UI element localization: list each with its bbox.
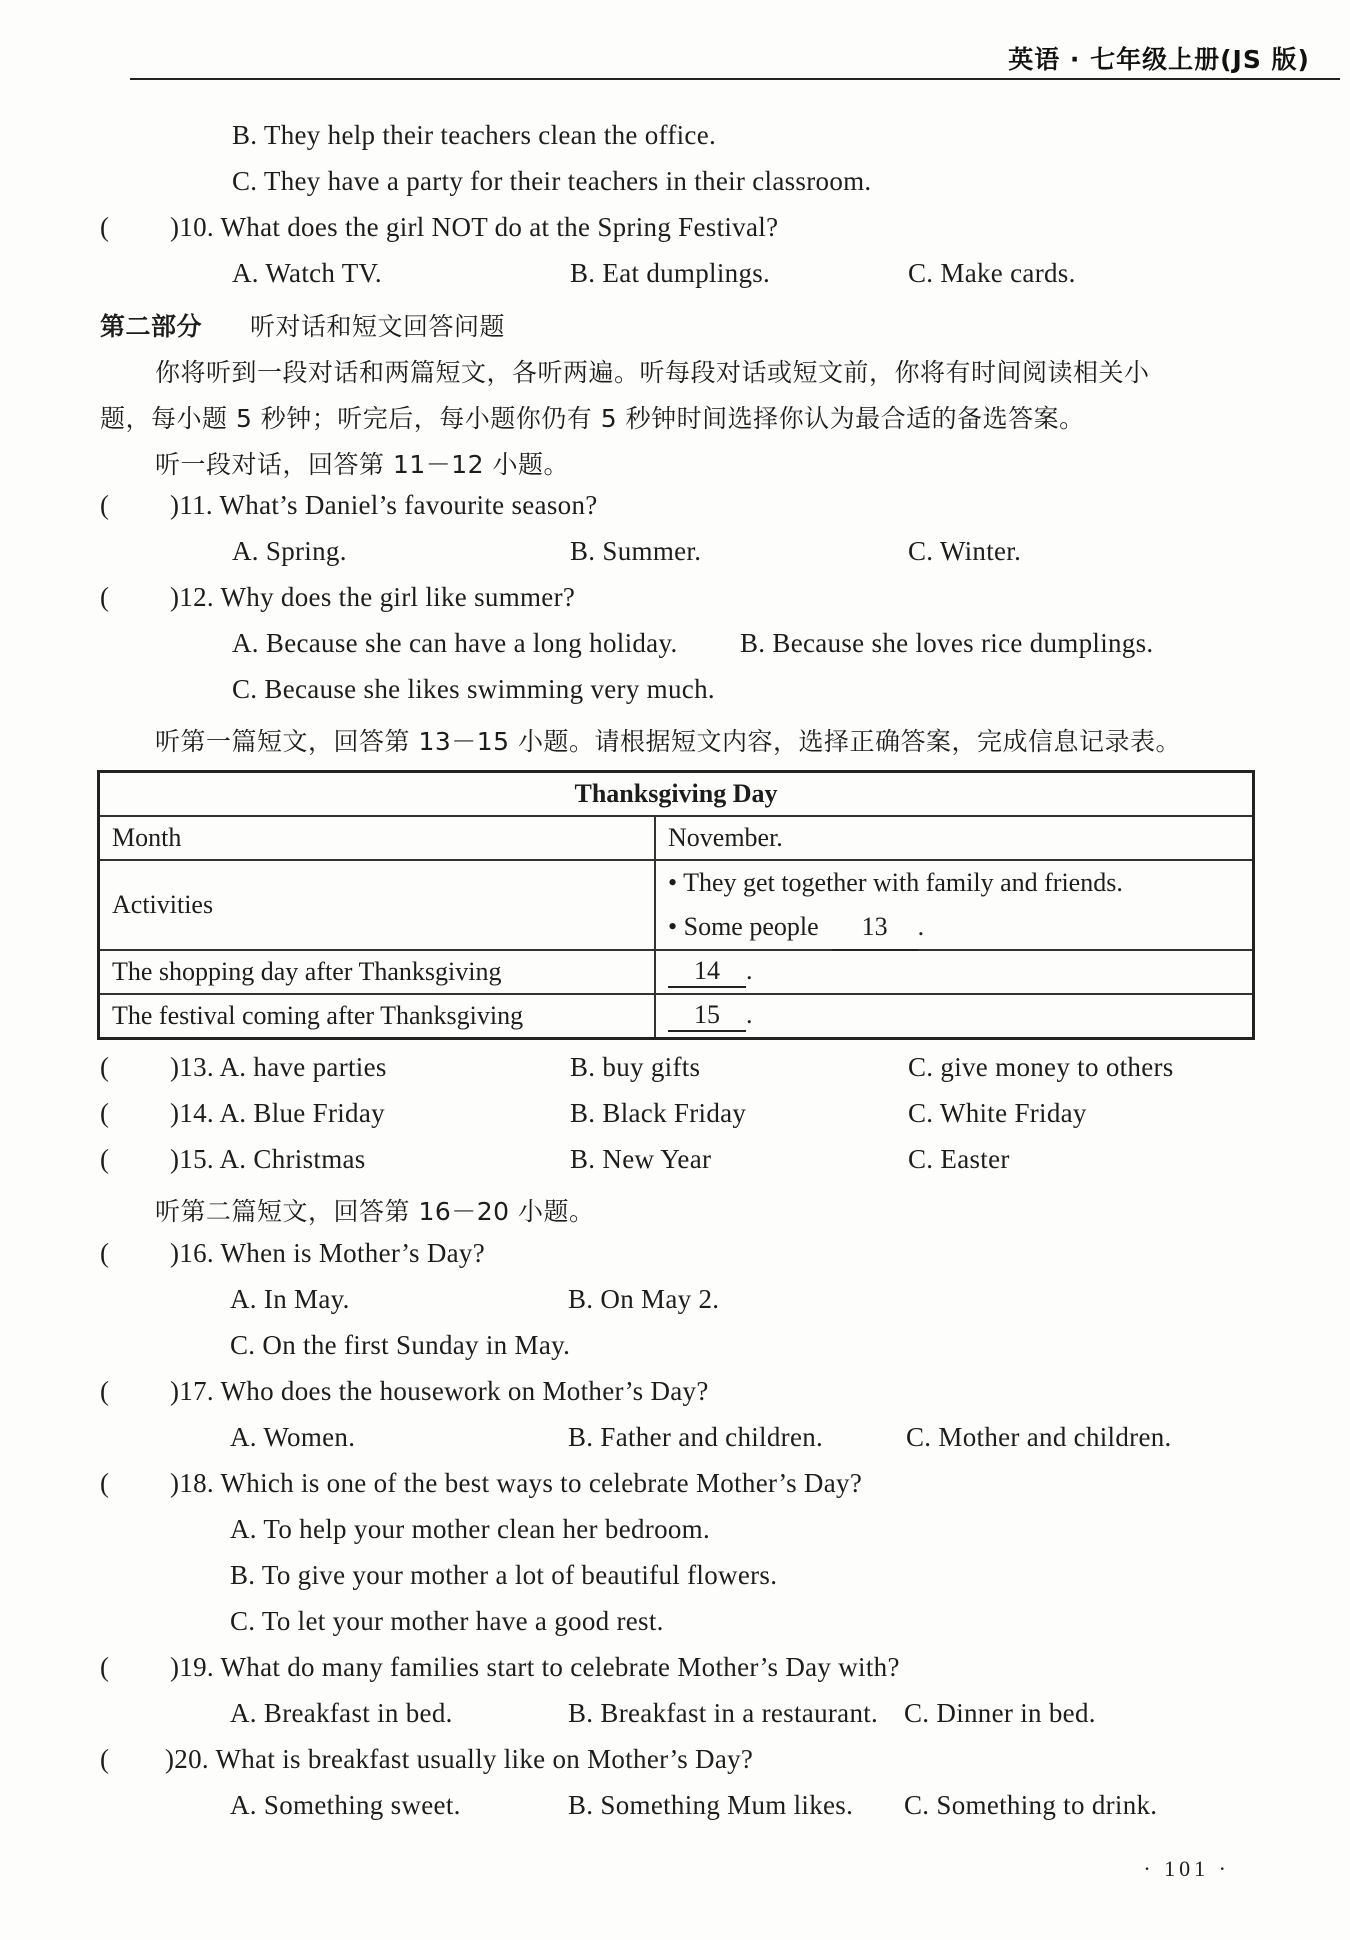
q10-option-b: B. Eat dumplings. bbox=[570, 258, 771, 288]
q11-option-a: A. Spring. bbox=[232, 536, 347, 566]
row-activities-label: Activities bbox=[99, 860, 656, 950]
q17-option-a: A. Women. bbox=[230, 1422, 356, 1452]
q12-option-b: B. Because she loves rice dumplings. bbox=[740, 628, 1154, 658]
blank-15[interactable]: 15 bbox=[668, 1000, 746, 1032]
q19-option-c: C. Dinner in bed. bbox=[904, 1698, 1096, 1728]
q12-question: )12. Why does the girl like summer? bbox=[170, 582, 576, 612]
q10-option-a: A. Watch TV. bbox=[232, 258, 382, 288]
row-shopping-value bbox=[655, 950, 1254, 994]
q15-question: )15. A. Christmas bbox=[170, 1144, 366, 1174]
q18-option-b: B. To give your mother a lot of beautiful flowers. bbox=[230, 1560, 778, 1590]
table-title: Thanksgiving Day bbox=[99, 772, 1254, 817]
q14-question: )14. A. Blue Friday bbox=[170, 1098, 385, 1128]
blank-15-period: . bbox=[746, 999, 753, 1029]
q14-option-b: B. Black Friday bbox=[570, 1098, 747, 1128]
q15-option-c: C. Easter bbox=[908, 1144, 1010, 1174]
q17-question: )17. Who does the housework on Mother’s Day? bbox=[170, 1376, 709, 1406]
row-month-value: November. bbox=[655, 816, 1254, 860]
q17-option-c: C. Mother and children. bbox=[906, 1422, 1172, 1452]
q15-answer-paren[interactable]: ( bbox=[100, 1144, 110, 1174]
q11-option-c: C. Winter. bbox=[908, 536, 1022, 566]
q18-answer-paren[interactable]: ( bbox=[100, 1468, 110, 1498]
q19-question: )19. What do many families start to celebrate Mother’s Day with? bbox=[170, 1652, 900, 1682]
q16-option-c: C. On the first Sunday in May. bbox=[230, 1330, 571, 1360]
part2-heading-title: 听对话和短文回答问题 bbox=[250, 312, 506, 341]
blank-13-period: . bbox=[917, 912, 925, 941]
page-number: · 101 · bbox=[1143, 1856, 1230, 1881]
q20-question: )20. What is breakfast usually like on Mother’s Day? bbox=[165, 1744, 754, 1774]
blank-13[interactable]: 13 bbox=[832, 905, 918, 951]
row-festival-value bbox=[655, 994, 1254, 1038]
q16-answer-paren[interactable]: ( bbox=[100, 1238, 110, 1268]
activity-item-2 bbox=[668, 905, 1240, 949]
q11-question: )11. What’s Daniel’s favourite season? bbox=[170, 490, 598, 520]
activity-item-1: • They get together with family and friends. bbox=[668, 868, 1123, 897]
q15-option-b: B. New Year bbox=[570, 1144, 712, 1174]
q14-answer-paren[interactable]: ( bbox=[100, 1098, 110, 1128]
row-activities-value bbox=[655, 860, 1254, 950]
header-rule bbox=[130, 78, 1340, 80]
part2-instructions-line1: 你将听到一段对话和两篇短文，各听两遍。听每段对话或短文前，你将有时间阅读相关小 bbox=[155, 358, 1150, 387]
q12-option-a: A. Because she can have a long holiday. bbox=[232, 628, 678, 658]
q19-option-a: A. Breakfast in bed. bbox=[230, 1698, 453, 1728]
q13-option-b: B. buy gifts bbox=[570, 1052, 701, 1082]
q18-option-a: A. To help your mother clean her bedroom. bbox=[230, 1514, 711, 1544]
q18-question: )18. Which is one of the best ways to celebrate Mother’s Day? bbox=[170, 1468, 863, 1498]
q13-question: )13. A. have parties bbox=[170, 1052, 387, 1082]
thanksgiving-info-table bbox=[97, 770, 1255, 1040]
activity-item-2-text: • Some people bbox=[668, 912, 819, 941]
q10-option-c: C. Make cards. bbox=[908, 258, 1076, 288]
q14-option-c: C. White Friday bbox=[908, 1098, 1087, 1128]
q16-option-a: A. In May. bbox=[230, 1284, 350, 1314]
q10-answer-paren[interactable]: ( bbox=[100, 212, 110, 242]
q10-question: )10. What does the girl NOT do at the Spring Festival? bbox=[170, 212, 779, 242]
dialog-intro: 听一段对话，回答第 11－12 小题。 bbox=[155, 450, 570, 479]
q16-option-b: B. On May 2. bbox=[568, 1284, 720, 1314]
blank-14-period: . bbox=[746, 956, 753, 985]
part2-heading: 第二部分 bbox=[100, 312, 203, 341]
q13-answer-paren[interactable]: ( bbox=[100, 1052, 110, 1082]
passage1-intro: 听第一篇短文，回答第 13－15 小题。请根据短文内容，选择正确答案，完成信息记录表。 bbox=[155, 727, 1182, 756]
q20-option-c: C. Something to drink. bbox=[904, 1790, 1158, 1820]
page-header-title: 英语 · 七年级上册(JS 版) bbox=[1008, 45, 1310, 74]
q9-option-b: B. They help their teachers clean the office. bbox=[232, 120, 717, 150]
q19-answer-paren[interactable]: ( bbox=[100, 1652, 110, 1682]
q12-option-c: C. Because she likes swimming very much. bbox=[232, 674, 715, 704]
row-shopping-label: The shopping day after Thanksgiving bbox=[99, 950, 656, 994]
q17-option-b: B. Father and children. bbox=[568, 1422, 824, 1452]
q11-answer-paren[interactable]: ( bbox=[100, 490, 110, 520]
q20-option-a: A. Something sweet. bbox=[230, 1790, 461, 1820]
q19-option-b: B. Breakfast in a restaurant. bbox=[568, 1698, 879, 1728]
row-month-label: Month bbox=[99, 816, 656, 860]
q11-option-b: B. Summer. bbox=[570, 536, 702, 566]
part2-instructions-line2: 题，每小题 5 秒钟；听完后，每小题你仍有 5 秒钟时间选择你认为最合适的备选答案。 bbox=[100, 404, 1085, 433]
q13-option-c: C. give money to others bbox=[908, 1052, 1174, 1082]
q9-option-c: C. They have a party for their teachers in their classroom. bbox=[232, 166, 872, 196]
q20-answer-paren[interactable]: ( bbox=[100, 1744, 110, 1774]
row-festival-label: The festival coming after Thanksgiving bbox=[99, 994, 656, 1038]
passage2-intro: 听第二篇短文，回答第 16－20 小题。 bbox=[155, 1197, 595, 1226]
q16-question: )16. When is Mother’s Day? bbox=[170, 1238, 485, 1268]
blank-14[interactable]: 14 bbox=[668, 956, 746, 988]
q18-option-c: C. To let your mother have a good rest. bbox=[230, 1606, 664, 1636]
q12-answer-paren[interactable]: ( bbox=[100, 582, 110, 612]
q20-option-b: B. Something Mum likes. bbox=[568, 1790, 854, 1820]
q17-answer-paren[interactable]: ( bbox=[100, 1376, 110, 1406]
